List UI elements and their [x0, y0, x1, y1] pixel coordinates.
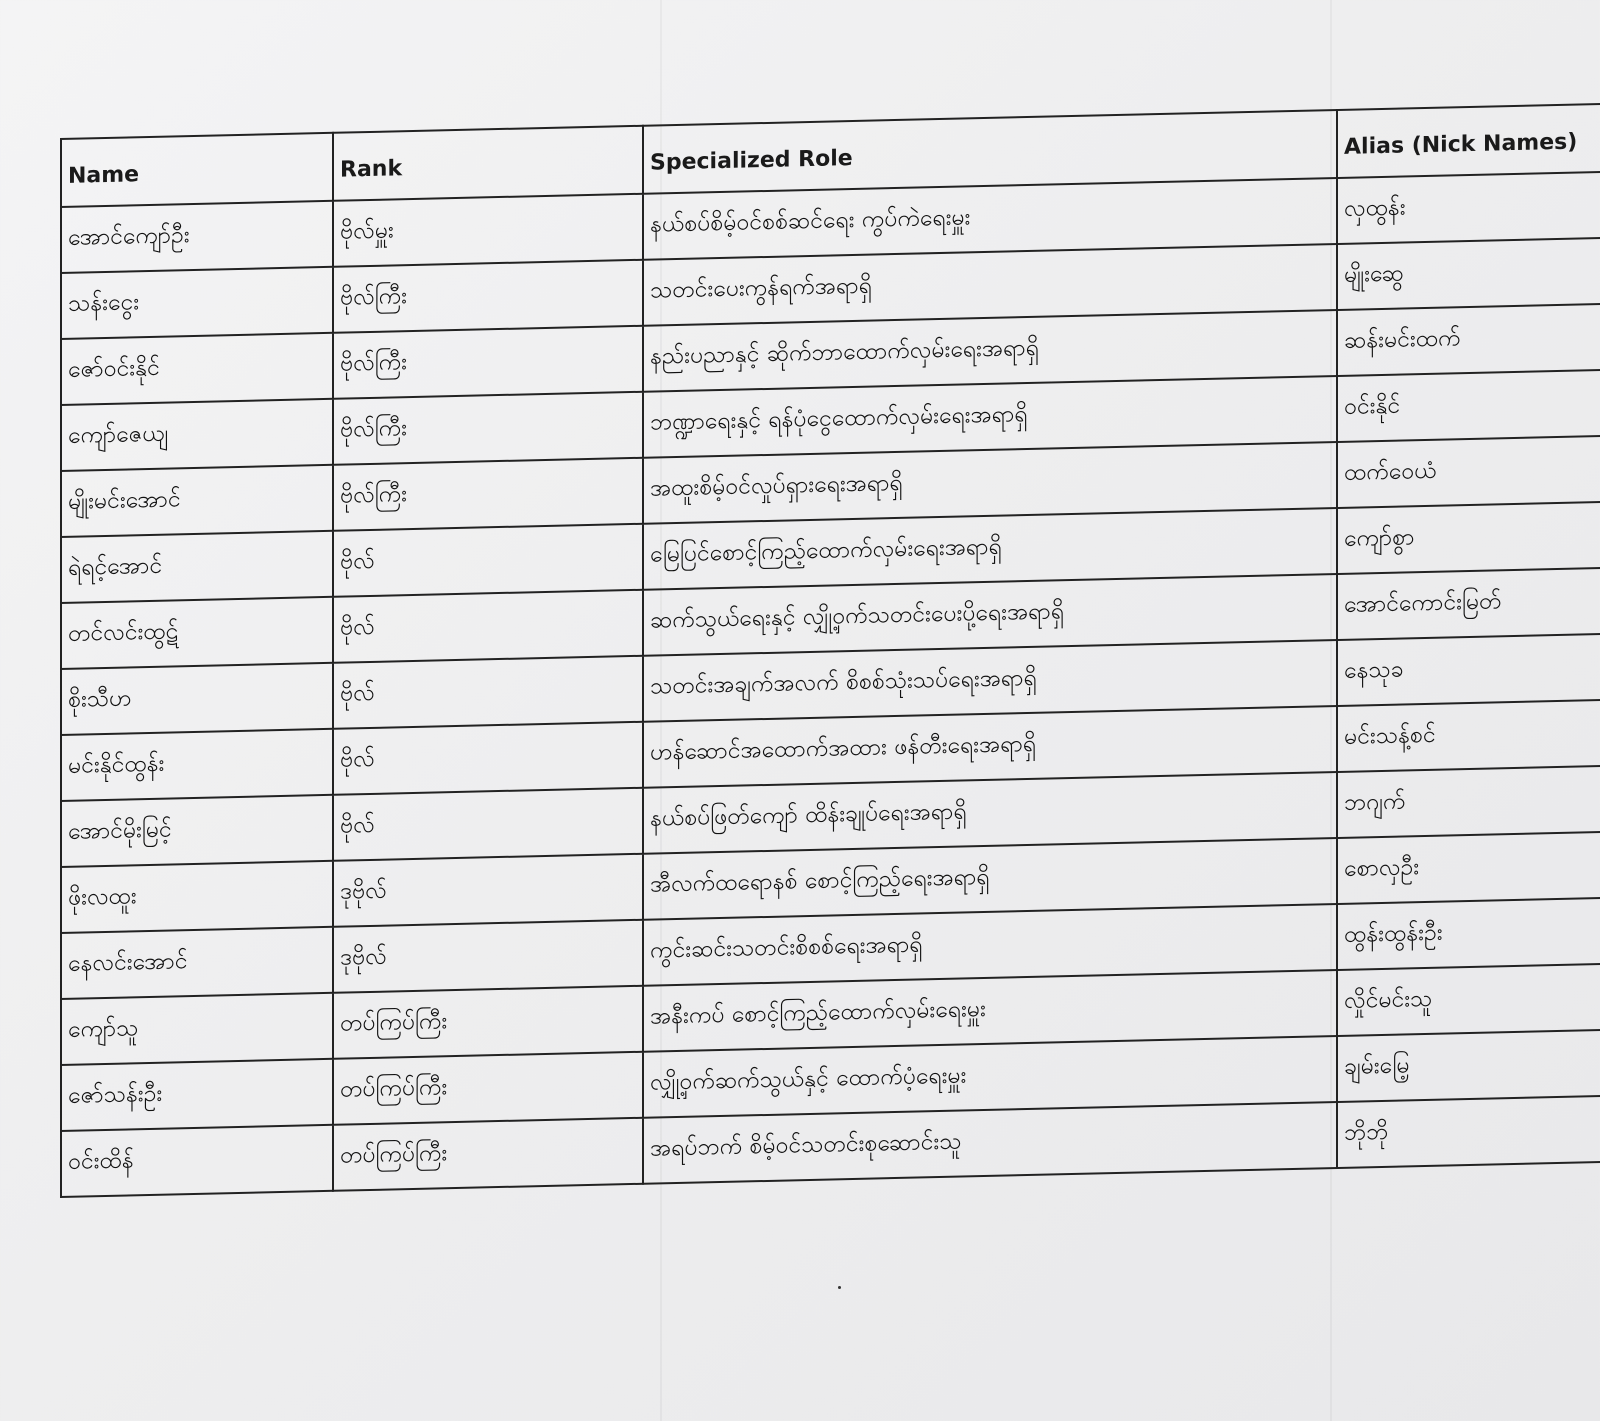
cell-rank: ဗိုလ် [333, 788, 643, 861]
column-header-rank: Rank [333, 126, 643, 201]
cell-rank: ဗိုလ်ကြီး [333, 260, 643, 333]
paper-speck [838, 1286, 841, 1289]
cell-name: အောင်မိုးမြင့် [61, 795, 333, 867]
cell-name: သန်းငွေး [61, 267, 333, 339]
cell-name: ကျော်သူ [61, 993, 333, 1065]
cell-rank: ဗိုလ်ကြီး [333, 458, 643, 531]
cell-name: ရဲရင့်အောင် [61, 531, 333, 603]
cell-alias: နေသုခ [1337, 634, 1600, 706]
cell-name: ဇော်ဝင်းနိုင် [61, 333, 333, 405]
cell-alias: ကျော်စွာ [1337, 502, 1600, 574]
cell-role: လျှို့ဝှက်ဆက်သွယ်နှင့် ထောက်ပံ့ရေးမှူး [643, 1036, 1337, 1118]
cell-role: အီလက်ထရောနစ် စောင့်ကြည့်ရေးအရာရှိ [643, 838, 1337, 920]
cell-rank: ဗိုလ် [333, 722, 643, 795]
cell-role: နယ်စပ်ဖြတ်ကျော် ထိန်းချုပ်ရေးအရာရှိ [643, 772, 1337, 854]
cell-name: တင်လင်းထွဋ် [61, 597, 333, 669]
cell-rank: ဗိုလ်မှူး [333, 194, 643, 267]
cell-name: ကျော်ဇေယျ [61, 399, 333, 471]
cell-rank: တပ်ကြပ်ကြီး [333, 1118, 643, 1191]
cell-name: မျိုးမင်းအောင် [61, 465, 333, 537]
cell-role: မြေပြင်စောင့်ကြည့်ထောက်လှမ်းရေးအရာရှိ [643, 508, 1337, 590]
cell-role: နည်းပညာနှင့် ဆိုက်ဘာထောက်လှမ်းရေးအရာရှိ [643, 310, 1337, 392]
cell-role: အရပ်ဘက် စိမ့်ဝင်သတင်းစုဆောင်းသူ [643, 1102, 1337, 1184]
cell-alias: ထက်ဝေယံ [1337, 436, 1600, 508]
cell-role: ဟန်ဆောင်အထောက်အထား ဖန်တီးရေးအရာရှိ [643, 706, 1337, 788]
personnel-table [60, 103, 1600, 1198]
cell-role: ဘဏ္ဍာရေးနှင့် ရန်ပုံငွေထောက်လှမ်းရေးအရာရှိ [643, 376, 1337, 458]
table-body [61, 172, 1600, 1197]
cell-role: သတင်းပေးကွန်ရက်အရာရှိ [643, 244, 1337, 326]
column-header-alias: Alias (Nick Names) [1337, 104, 1600, 178]
cell-role: နယ်စပ်စိမ့်ဝင်စစ်ဆင်ရေး ကွပ်ကဲရေးမှူး [643, 178, 1337, 260]
cell-rank: တပ်ကြပ်ကြီး [333, 1052, 643, 1125]
cell-role: ကွင်းဆင်းသတင်းစိစစ်ရေးအရာရှိ [643, 904, 1337, 986]
cell-alias: ဘဂျက် [1337, 766, 1600, 838]
cell-alias: ဆန်းမင်းထက် [1337, 304, 1600, 376]
cell-rank: တပ်ကြပ်ကြီး [333, 986, 643, 1059]
cell-name: မင်းနိုင်ထွန်း [61, 729, 333, 801]
cell-rank: ဗိုလ် [333, 524, 643, 597]
cell-rank: ဒုဗိုလ် [333, 854, 643, 927]
cell-alias: လှထွန်း [1337, 172, 1600, 244]
cell-alias: ဝင်းနိုင် [1337, 370, 1600, 442]
cell-name: ဇော်သန်းဦး [61, 1059, 333, 1131]
cell-role: အထူးစိမ့်ဝင်လှုပ်ရှားရေးအရာရှိ [643, 442, 1337, 524]
cell-name: စိုးသီဟ [61, 663, 333, 735]
cell-rank: ဒုဗိုလ် [333, 920, 643, 993]
cell-alias: စောလှဦး [1337, 832, 1600, 904]
cell-alias: ထွန်းထွန်းဦး [1337, 898, 1600, 970]
cell-role: အနီးကပ် စောင့်ကြည့်ထောက်လှမ်းရေးမှူး [643, 970, 1337, 1052]
cell-alias: အောင်ကောင်းမြတ် [1337, 568, 1600, 640]
cell-name: ဝင်းထိန် [61, 1125, 333, 1197]
cell-alias: လှိုင်မင်းသူ [1337, 964, 1600, 1036]
cell-alias: မင်းသန့်စင် [1337, 700, 1600, 772]
cell-rank: ဗိုလ် [333, 656, 643, 729]
cell-alias: ဘိုဘို [1337, 1096, 1600, 1168]
cell-role: ဆက်သွယ်ရေးနှင့် လျှို့ဝှက်သတင်းပေးပို့ရေးအရာရှိ [643, 574, 1337, 656]
cell-alias: ချမ်းမြေ့ [1337, 1030, 1600, 1102]
cell-rank: ဗိုလ် [333, 590, 643, 663]
cell-rank: ဗိုလ်ကြီး [333, 326, 643, 399]
cell-name: နေလင်းအောင် [61, 927, 333, 999]
cell-name: အောင်ကျော်ဦး [61, 201, 333, 273]
column-header-name: Name [61, 133, 333, 207]
cell-rank: ဗိုလ်ကြီး [333, 392, 643, 465]
cell-alias: မျိုးဆွေ [1337, 238, 1600, 310]
column-header-role: Specialized Role [643, 110, 1337, 194]
cell-role: သတင်းအချက်အလက် စိစစ်သုံးသပ်ရေးအရာရှိ [643, 640, 1337, 722]
cell-name: ဖိုးလထူး [61, 861, 333, 933]
